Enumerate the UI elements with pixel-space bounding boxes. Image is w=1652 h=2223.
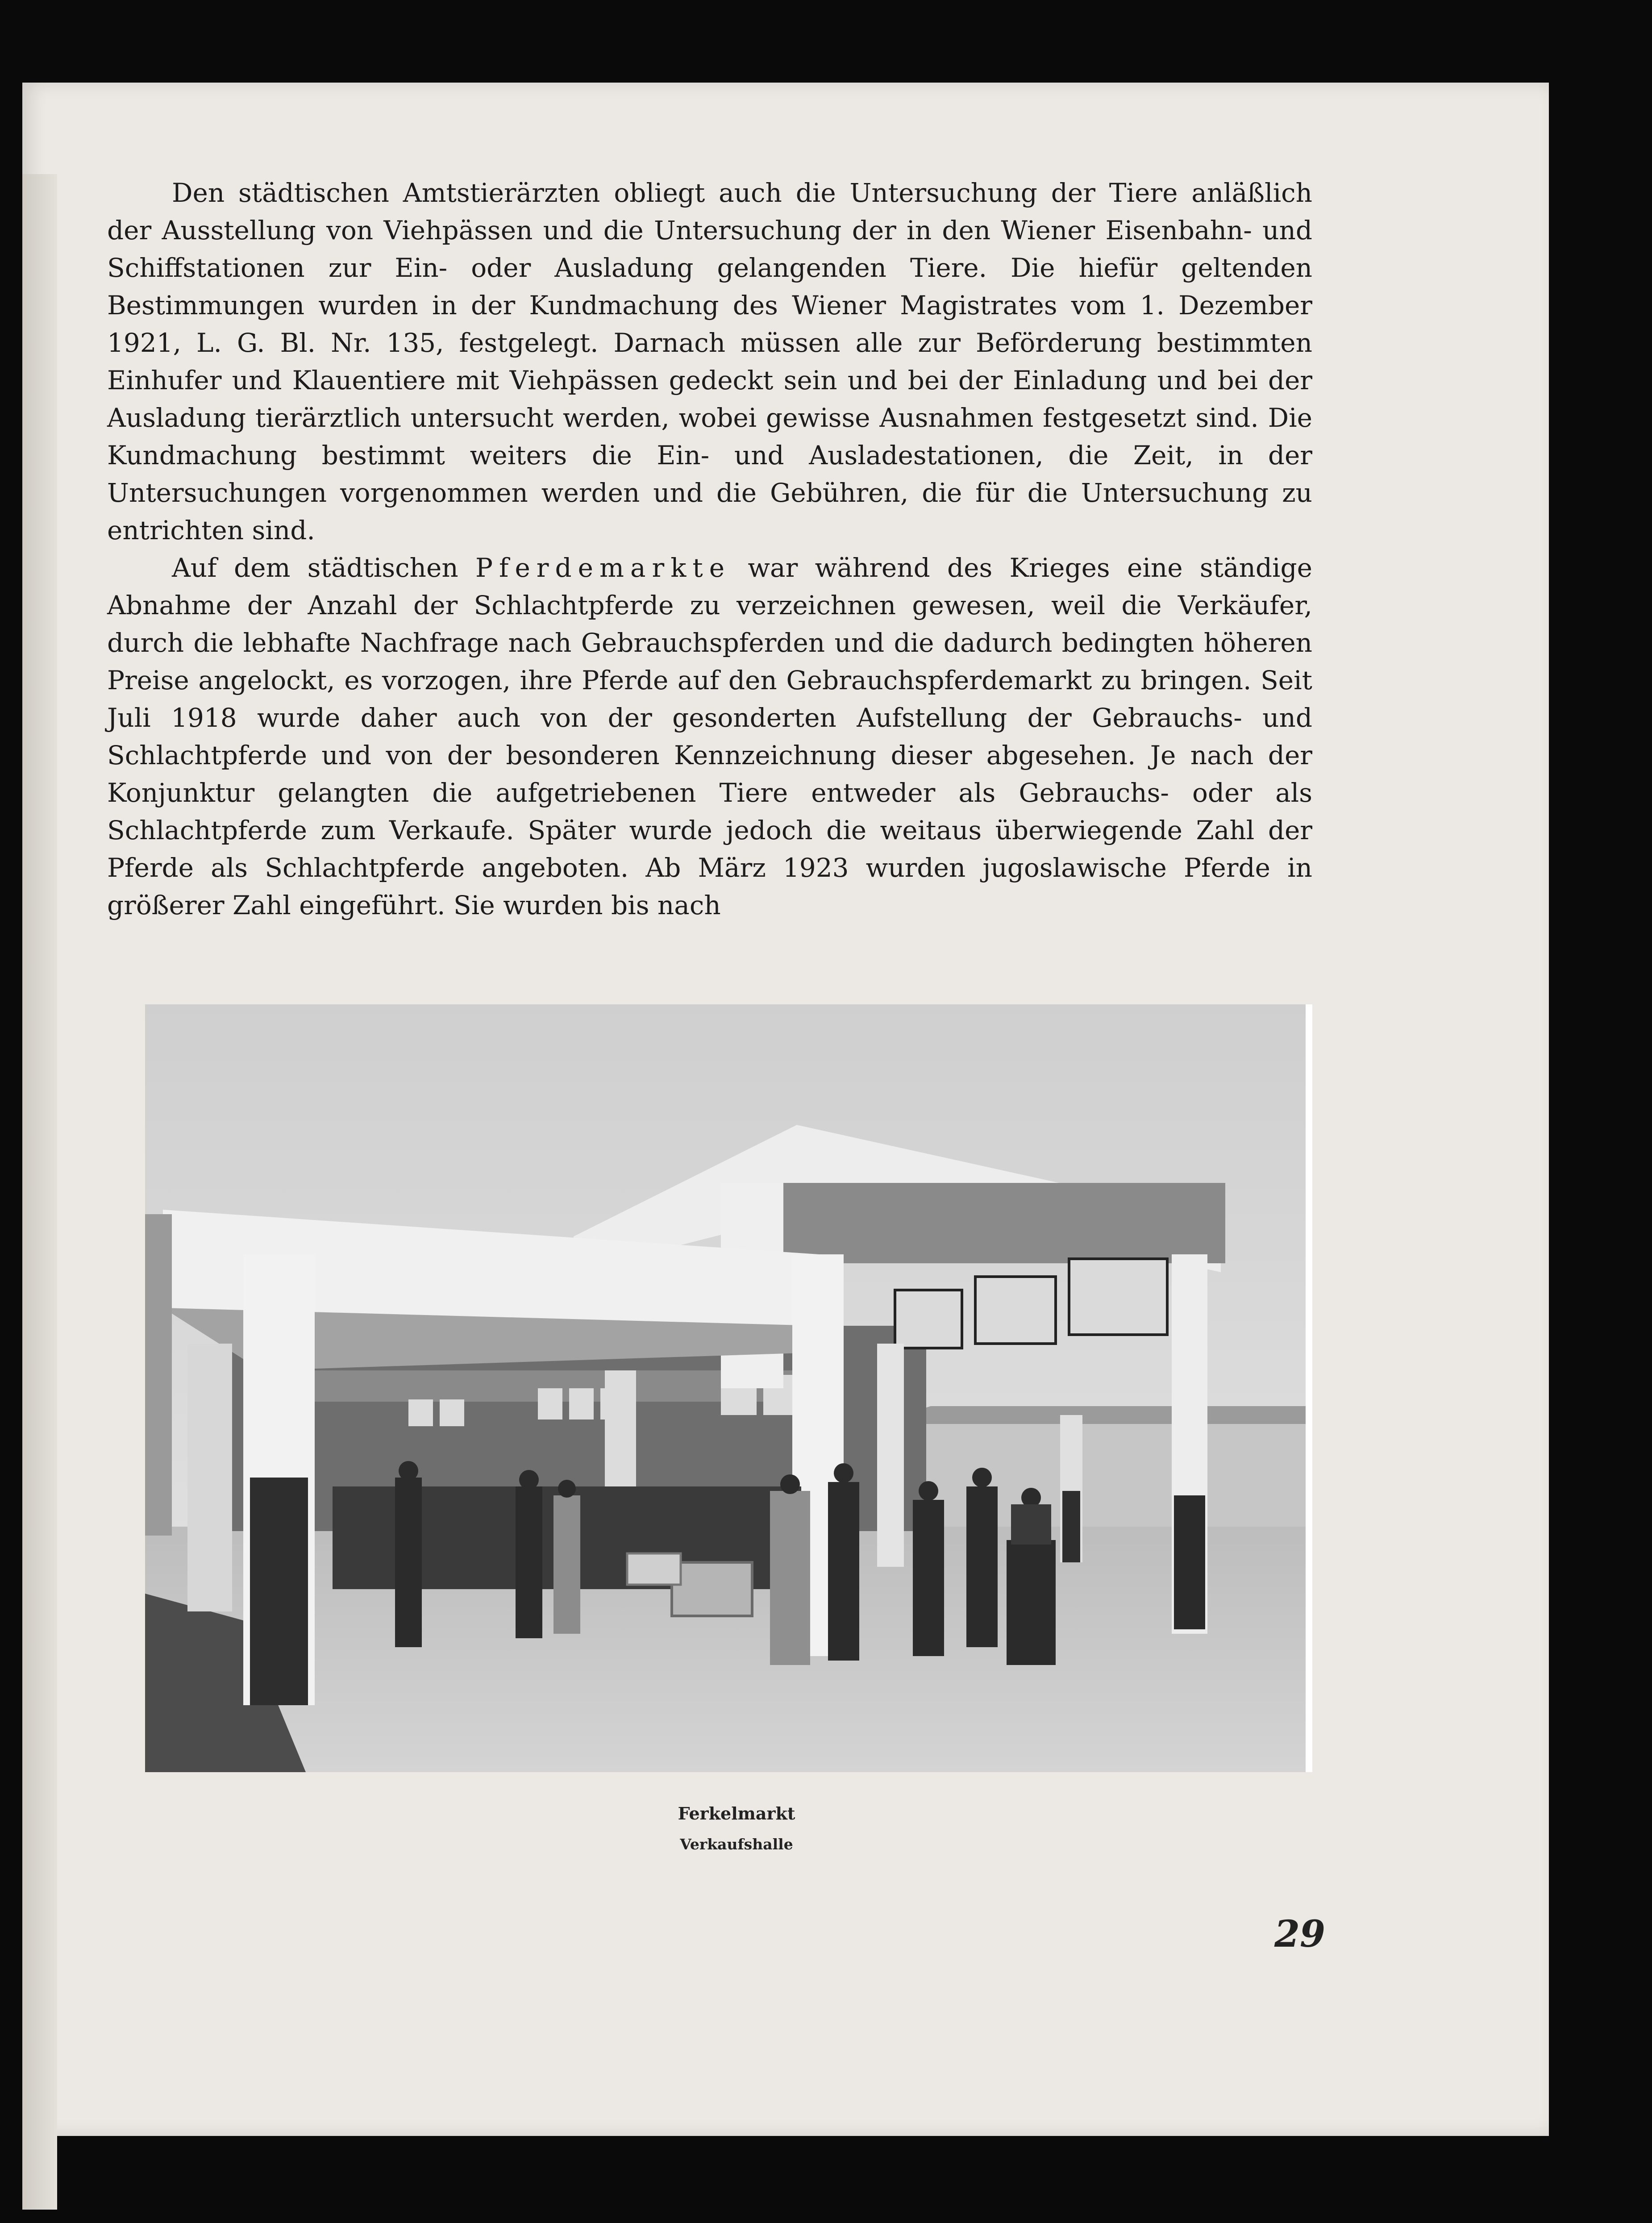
page-number: 29 bbox=[1274, 1913, 1326, 1956]
figure-caption-title: Ferkelmarkt bbox=[678, 1803, 795, 1823]
page-edge bbox=[22, 174, 57, 2210]
paragraph-horse-market: Auf dem städtischen Pferdemarkte war während des Krieges eine ständige Abnahme der Anzahl der Schlachtpferde zu verzeichnen gewesen, weil die Verkäufer, durch die lebhafte Nachfrage nach Gebrauchspferden und die dadurch bedingten höheren Preise angelockt, es vorzogen, ihre Pferde auf den Gebrauchspferdemarkt zu bringen. Seit Juli 1918 wurde daher auch von der gesonderten Aufstellung der Gebrauchs- und Schlachtpferde und von der besonderen Kennzeichnung dieser abgesehen. Je nach der Konjunktur gelangten die aufgetriebenen Tiere entweder als Gebrauchs- oder als Schlachtpferde zum Verkaufe. Später wurde jedoch die weitaus überwiegende Zahl der Pferde als Schlachtpferde angeboten. Ab März 1923 wurden jugoslawische Pferde in größerer Zahl eingeführt. Sie wurden bis nach bbox=[107, 553, 1312, 920]
paragraph-veterinary: Den städtischen Amtstierärzten obliegt auch die Untersuchung der Tiere anläßlich der Ausstellung von Viehpässen und die Untersuchung der in den Wiener Eisenbahn- und Schiffstationen zur Ein- oder Ausladung gelangenden Tiere. Die hiefür geltenden Bestimmungen wurden in der Kundmachung des Wiener Magistrates vom 1. Dezember 1921, L. G. Bl. Nr. 135, festgelegt. Darnach müssen alle zur Beförderung bestimmten Einhufer und Klauentiere mit Viehpässen gedeckt sein und bei der Einladung und bei der Ausladung tierärztlich untersucht werden, wobei gewisse Ausnahmen festgesetzt sind. Die Kundmachung bestimmt weiters die Ein- und Ausladestationen, die Zeit, in der Untersuchungen vorgenommen werden und die Gebühren, die für die Untersuchung zu entrichten sind. bbox=[107, 178, 1312, 545]
emphasized-term: Pferdemarkte bbox=[475, 553, 731, 583]
figure-caption-subtitle: Verkaufshalle bbox=[680, 1836, 793, 1853]
photo-border bbox=[1306, 1004, 1312, 1772]
market-hall-photo bbox=[145, 1004, 1312, 1772]
market-hall-illustration bbox=[145, 1004, 1312, 1772]
body-text bbox=[107, 174, 1312, 924]
